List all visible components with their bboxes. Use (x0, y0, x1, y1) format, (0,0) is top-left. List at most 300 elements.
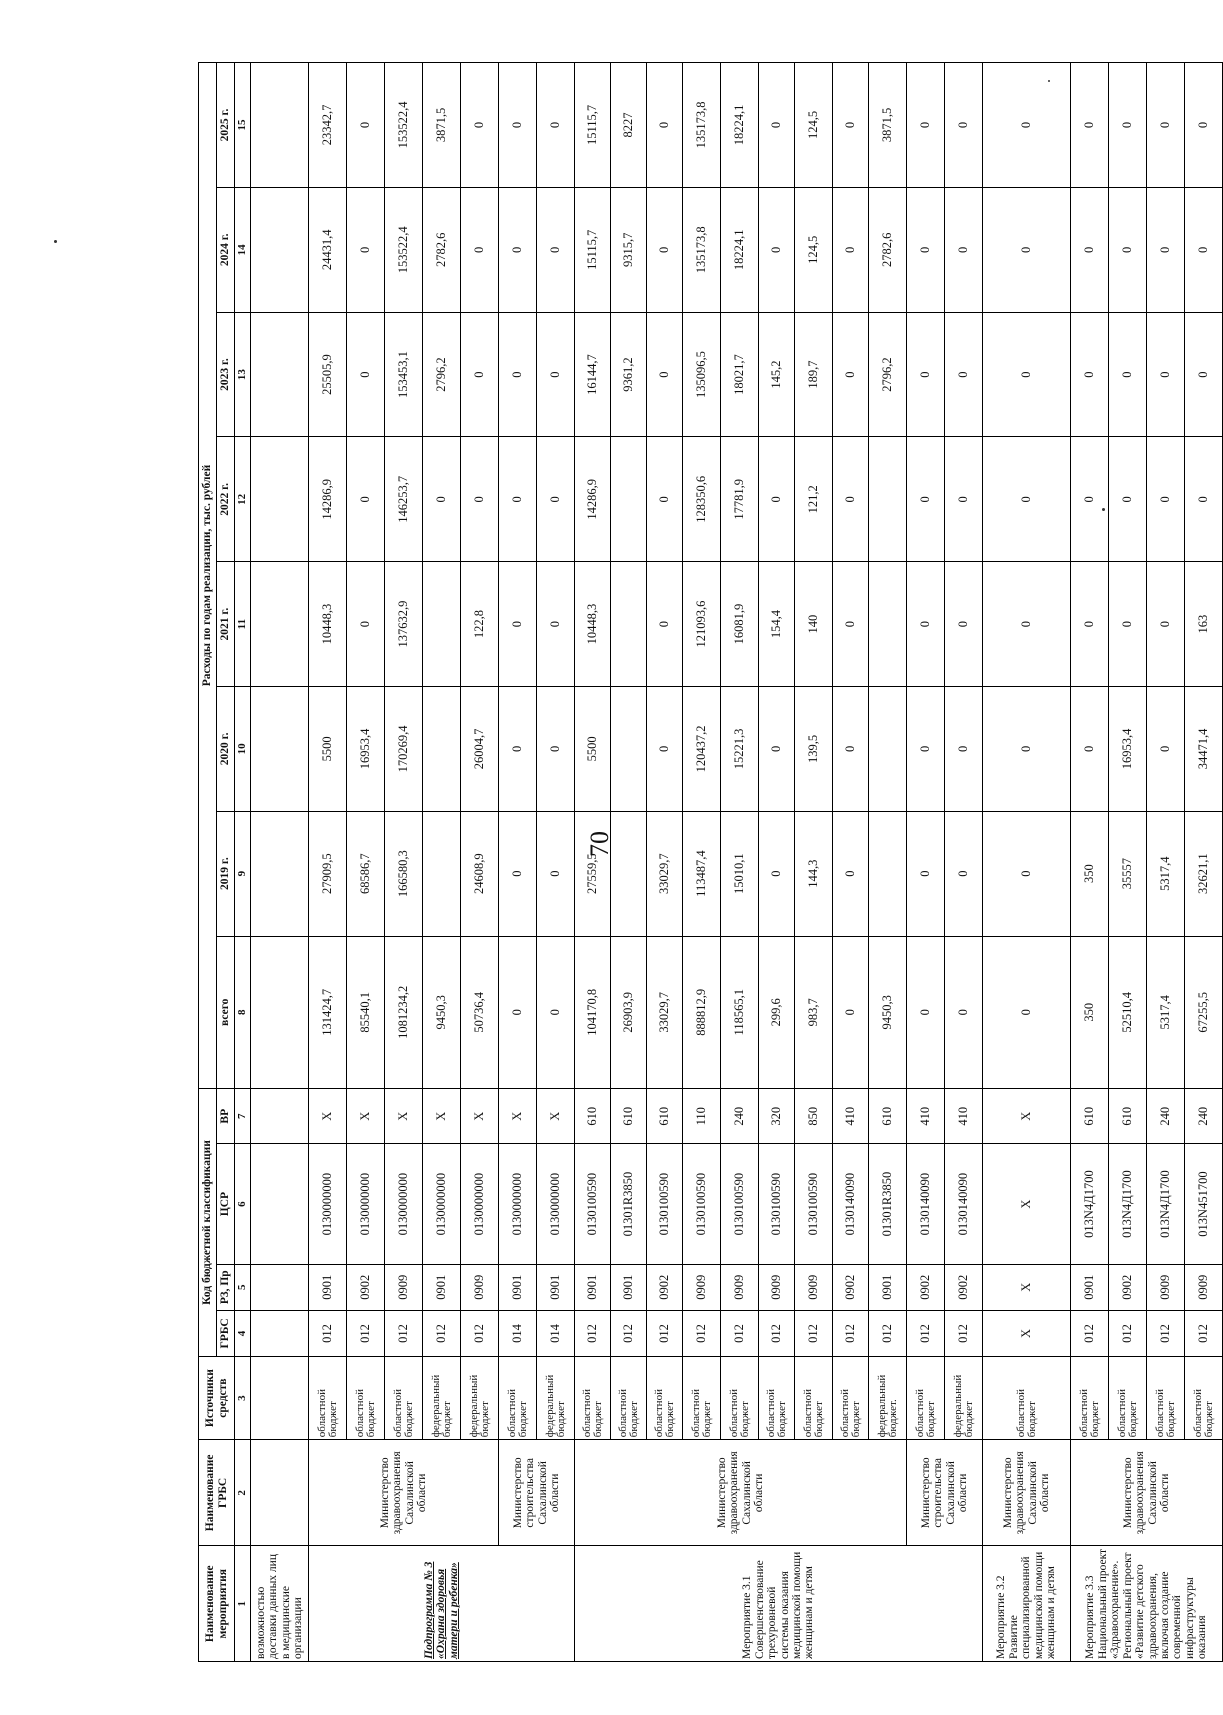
total-cell: 26903,9 (611, 936, 647, 1088)
y2023-cell: 2796,2 (869, 312, 907, 437)
y2024-cell: 0 (833, 187, 869, 312)
table-row (1071, 63, 1109, 1662)
y2023-cell: 135096,5 (683, 312, 721, 437)
y2021-cell: 0 (907, 562, 945, 687)
vr-cell: Х (461, 1089, 499, 1144)
grbs-cell: 012 (575, 1310, 611, 1356)
table-row (795, 63, 833, 1662)
grbs-cell: 012 (1071, 1310, 1109, 1356)
rpr-cell: 0909 (683, 1264, 721, 1310)
rpr-cell: 0902 (1109, 1264, 1147, 1310)
grbs-cell: Х (983, 1310, 1071, 1356)
y2020-cell (423, 686, 461, 811)
table-row (423, 63, 461, 1662)
y2022-cell: 0 (833, 437, 869, 562)
y2022-cell: 0 (945, 437, 983, 562)
total-cell: 0 (833, 936, 869, 1088)
y2021-cell: 0 (347, 562, 385, 687)
rpr-cell: Х (983, 1264, 1071, 1310)
y2021-cell: 0 (647, 562, 683, 687)
table-row (1147, 63, 1185, 1662)
csr-cell: 013N451700 (1185, 1144, 1223, 1264)
scan-speck (54, 240, 57, 243)
grbs-name-cell: Министерство здравоохранения Сахалинской области (309, 1440, 499, 1546)
vr-cell: 240 (721, 1089, 759, 1144)
col-index: 6 (235, 1144, 251, 1264)
y2022-cell: 0 (647, 437, 683, 562)
y2023-cell: 0 (1185, 312, 1223, 437)
y2021-cell: 0 (1109, 562, 1147, 687)
table-row (983, 63, 1071, 1662)
vr-cell: 610 (647, 1089, 683, 1144)
y2024-cell: 124,5 (795, 187, 833, 312)
rpr-cell: 0902 (907, 1264, 945, 1310)
grbs-cell: 012 (461, 1310, 499, 1356)
y2019-cell: 68586,7 (347, 811, 385, 936)
y2019-cell (869, 811, 907, 936)
rpr-cell: 0909 (721, 1264, 759, 1310)
table-row (683, 63, 721, 1662)
csr-cell: 013N4Д1700 (1071, 1144, 1109, 1264)
y2023-cell: 189,7 (795, 312, 833, 437)
y2019-cell: 24608,9 (461, 811, 499, 936)
total-cell: 131424,7 (309, 936, 347, 1088)
y2023-cell: 0 (907, 312, 945, 437)
y2022-cell: 0 (461, 437, 499, 562)
csr-cell: 0130100590 (647, 1144, 683, 1264)
vr-cell: 110 (683, 1089, 721, 1144)
source-cell: областной бюджет (1071, 1357, 1109, 1440)
y2024-cell: 0 (759, 187, 795, 312)
y2025-cell: 0 (647, 63, 683, 188)
source-cell: областной бюджет (499, 1357, 537, 1440)
y2024-cell: 0 (1109, 187, 1147, 312)
col-index: 5 (235, 1264, 251, 1310)
csr-cell: 0130100590 (795, 1144, 833, 1264)
source-cell: областной бюджет (1147, 1357, 1185, 1440)
rpr-cell: 0909 (795, 1264, 833, 1310)
grbs-cell: 012 (683, 1310, 721, 1356)
y2019-cell: 0 (499, 811, 537, 936)
y2019-cell: 0 (945, 811, 983, 936)
y2021-cell: 0 (1071, 562, 1109, 687)
source-cell: областной бюджет (575, 1357, 611, 1440)
vr-cell: Х (499, 1089, 537, 1144)
source-cell: областной бюджет (759, 1357, 795, 1440)
total-cell: 1081234,2 (385, 936, 423, 1088)
y2024-cell: 2782,6 (869, 187, 907, 312)
col-index: 9 (235, 811, 251, 936)
y2024-cell: 135173,8 (683, 187, 721, 312)
total-cell: 0 (499, 936, 537, 1088)
col-index: 7 (235, 1089, 251, 1144)
y2024-cell: 0 (1185, 187, 1223, 312)
y2021-cell: 0 (983, 562, 1071, 687)
page-number: 70 (585, 831, 614, 857)
total-cell: 983,7 (795, 936, 833, 1088)
total-cell: 0 (907, 936, 945, 1088)
vr-cell: 320 (759, 1089, 795, 1144)
grbs-name-cell: Министерство здравоохранения Сахалинской области (1071, 1440, 1223, 1546)
y2021-cell: 16081,9 (721, 562, 759, 687)
col-index: 15 (235, 63, 251, 188)
grbs-name-cell: Министерство здравоохранения Сахалинской области (575, 1440, 907, 1546)
table-row (869, 63, 907, 1662)
rpr-cell: 0901 (423, 1264, 461, 1310)
y2021-cell: 154,4 (759, 562, 795, 687)
grbs-cell: 012 (347, 1310, 385, 1356)
hdr-year: 2021 г. (217, 562, 235, 687)
y2021-cell: 10448,3 (309, 562, 347, 687)
y2023-cell: 0 (347, 312, 385, 437)
y2022-cell: 0 (1147, 437, 1185, 562)
total-cell: 104170,8 (575, 936, 611, 1088)
grbs-cell: 012 (795, 1310, 833, 1356)
hdr-total: всего (217, 936, 235, 1088)
y2022-cell: 0 (1185, 437, 1223, 562)
csr-cell: 013N4Д1700 (1109, 1144, 1147, 1264)
y2023-cell: 25505,9 (309, 312, 347, 437)
y2019-cell: 166580,3 (385, 811, 423, 936)
table-row (1185, 63, 1223, 1662)
hdr-year: 2025 г. (217, 63, 235, 188)
hdr-grbs: ГРБС (217, 1310, 235, 1356)
y2023-cell: 153453,1 (385, 312, 423, 437)
source-cell: областной бюджет (309, 1357, 347, 1440)
y2024-cell: 24431,4 (309, 187, 347, 312)
y2020-cell: 0 (499, 686, 537, 811)
y2025-cell: 0 (347, 63, 385, 188)
source-cell: областной бюджет (907, 1357, 945, 1440)
source-cell: областной бюджет (721, 1357, 759, 1440)
source-cell: областной бюджет (1185, 1357, 1223, 1440)
y2022-cell: 0 (759, 437, 795, 562)
rpr-cell: 0902 (945, 1264, 983, 1310)
y2020-cell: 0 (759, 686, 795, 811)
y2020-cell (611, 686, 647, 811)
y2021-cell: 0 (499, 562, 537, 687)
y2021-cell: 0 (1147, 562, 1185, 687)
y2025-cell: 15115,7 (575, 63, 611, 188)
budget-table (198, 62, 1223, 1662)
y2024-cell: 9315,7 (611, 187, 647, 312)
y2020-cell: 0 (945, 686, 983, 811)
y2022-cell: 14286,9 (309, 437, 347, 562)
grbs-cell: 012 (759, 1310, 795, 1356)
y2025-cell: 0 (1147, 63, 1185, 188)
y2022-cell: 0 (347, 437, 385, 562)
rpr-cell: 0901 (575, 1264, 611, 1310)
vr-cell: 410 (945, 1089, 983, 1144)
y2021-cell: 122,8 (461, 562, 499, 687)
rpr-cell: 0909 (1147, 1264, 1185, 1310)
y2024-cell: 0 (1147, 187, 1185, 312)
y2019-cell: 15010,1 (721, 811, 759, 936)
csr-cell: 0130100590 (721, 1144, 759, 1264)
y2019-cell: 0 (833, 811, 869, 936)
grbs-cell: 012 (945, 1310, 983, 1356)
y2020-cell: 16953,4 (1109, 686, 1147, 811)
source-cell: областной бюджет (683, 1357, 721, 1440)
y2020-cell: 0 (833, 686, 869, 811)
source-cell: областной бюджет (385, 1357, 423, 1440)
col-index: 11 (235, 562, 251, 687)
table-row (537, 63, 575, 1662)
vr-cell: Х (423, 1089, 461, 1144)
vr-cell: Х (385, 1089, 423, 1144)
y2022-cell (869, 437, 907, 562)
vr-cell: 240 (1185, 1089, 1223, 1144)
total-cell: 9450,3 (423, 936, 461, 1088)
total-cell: 5317,4 (1147, 936, 1185, 1088)
y2020-cell: 16953,4 (347, 686, 385, 811)
grbs-cell: 012 (423, 1310, 461, 1356)
vr-cell: 610 (575, 1089, 611, 1144)
y2021-cell: 121093,6 (683, 562, 721, 687)
vr-cell: 850 (795, 1089, 833, 1144)
y2019-cell: 35557 (1109, 811, 1147, 936)
y2019-cell: 0 (759, 811, 795, 936)
csr-cell: 0130000000 (499, 1144, 537, 1264)
col-index: 13 (235, 312, 251, 437)
source-cell: областной бюджет (347, 1357, 385, 1440)
budget-table-rotated (198, 62, 1215, 1662)
y2025-cell: 0 (537, 63, 575, 188)
y2025-cell: 0 (907, 63, 945, 188)
y2020-cell: 0 (647, 686, 683, 811)
grbs-cell: 012 (907, 1310, 945, 1356)
rpr-cell: 0902 (347, 1264, 385, 1310)
y2021-cell (869, 562, 907, 687)
y2025-cell: 23342,7 (309, 63, 347, 188)
col-index: 10 (235, 686, 251, 811)
source-cell: областной бюджет (795, 1357, 833, 1440)
total-cell: 350 (1071, 936, 1109, 1088)
y2020-cell (869, 686, 907, 811)
y2019-cell (611, 811, 647, 936)
source-cell: федеральный бюджет. (869, 1357, 907, 1440)
y2023-cell: 0 (537, 312, 575, 437)
grbs-cell: 012 (647, 1310, 683, 1356)
vr-cell: 610 (611, 1089, 647, 1144)
table-row (833, 63, 869, 1662)
y2023-cell: 0 (945, 312, 983, 437)
event-cell: Мероприятие 3.1 Совершенствование трехуровневой системы оказания медицинской помощи женщинам и детям (575, 1546, 983, 1662)
rpr-cell: 0902 (833, 1264, 869, 1310)
y2022-cell (611, 437, 647, 562)
table-row (385, 63, 423, 1662)
y2021-cell: 163 (1185, 562, 1223, 687)
y2024-cell: 0 (983, 187, 1071, 312)
hdr-rpr: Р3, Пр (217, 1264, 235, 1310)
y2022-cell: 0 (907, 437, 945, 562)
y2020-cell: 120437,2 (683, 686, 721, 811)
total-cell: 67255,5 (1185, 936, 1223, 1088)
rpr-cell: 0901 (499, 1264, 537, 1310)
table-row (721, 63, 759, 1662)
y2024-cell: 15115,7 (575, 187, 611, 312)
y2019-cell: 350 (1071, 811, 1109, 936)
grbs-cell: 014 (499, 1310, 537, 1356)
y2025-cell: 0 (1071, 63, 1109, 188)
csr-cell: 01301R3850 (869, 1144, 907, 1264)
y2019-cell: 0 (907, 811, 945, 936)
col-index: 8 (235, 936, 251, 1088)
table-row (1109, 63, 1147, 1662)
hdr-year: 2023 г. (217, 312, 235, 437)
total-cell: 9450,3 (869, 936, 907, 1088)
table-row (461, 63, 499, 1662)
grbs-cell: 012 (1109, 1310, 1147, 1356)
rpr-cell: 0909 (461, 1264, 499, 1310)
y2019-cell: 0 (983, 811, 1071, 936)
y2024-cell: 0 (1071, 187, 1109, 312)
grbs-cell: 012 (611, 1310, 647, 1356)
y2023-cell: 0 (461, 312, 499, 437)
subprogram-title: Подпрограмма № 3 «Охрана здоровья матери и ребенка» (422, 1561, 460, 1659)
y2025-cell: 0 (759, 63, 795, 188)
y2022-cell: 0 (1109, 437, 1147, 562)
y2025-cell: 3871,5 (869, 63, 907, 188)
source-cell: федеральный бюджет (945, 1357, 983, 1440)
y2021-cell (423, 562, 461, 687)
vr-cell: Х (983, 1089, 1071, 1144)
table-row (575, 63, 611, 1662)
y2021-cell: 10448,3 (575, 562, 611, 687)
y2025-cell: 3871,5 (423, 63, 461, 188)
y2024-cell: 0 (907, 187, 945, 312)
source-cell: областной бюджет (833, 1357, 869, 1440)
y2024-cell: 0 (461, 187, 499, 312)
rpr-cell: 0901 (1071, 1264, 1109, 1310)
y2022-cell: 0 (983, 437, 1071, 562)
y2020-cell: 26004,7 (461, 686, 499, 811)
csr-cell: 0130100590 (683, 1144, 721, 1264)
total-cell: 52510,4 (1109, 936, 1147, 1088)
col-index: 3 (235, 1357, 251, 1440)
grbs-cell: 012 (869, 1310, 907, 1356)
vr-cell: 610 (1109, 1089, 1147, 1144)
y2023-cell: 0 (647, 312, 683, 437)
csr-cell: 0130140090 (833, 1144, 869, 1264)
y2024-cell: 2782,6 (423, 187, 461, 312)
col-index: 14 (235, 187, 251, 312)
y2024-cell: 0 (945, 187, 983, 312)
y2020-cell: 139,5 (795, 686, 833, 811)
vr-cell: Х (537, 1089, 575, 1144)
y2025-cell: 0 (983, 63, 1071, 188)
y2025-cell: 0 (945, 63, 983, 188)
table-row (499, 63, 537, 1662)
csr-cell: 0130000000 (347, 1144, 385, 1264)
table-row (611, 63, 647, 1662)
y2020-cell: 0 (1147, 686, 1185, 811)
y2022-cell: 0 (499, 437, 537, 562)
source-cell: федеральный бюджет (537, 1357, 575, 1440)
y2020-cell: 34471,4 (1185, 686, 1223, 811)
source-cell: федеральный бюджет (423, 1357, 461, 1440)
grbs-cell: 012 (1185, 1310, 1223, 1356)
hdr-event-name: Наименование мероприятия (199, 1546, 235, 1662)
y2022-cell: 128350,6 (683, 437, 721, 562)
total-cell: 50736,4 (461, 936, 499, 1088)
grbs-cell: 012 (833, 1310, 869, 1356)
rpr-cell: 0902 (647, 1264, 683, 1310)
y2020-cell: 0 (983, 686, 1071, 811)
csr-cell: Х (983, 1144, 1071, 1264)
csr-cell: 0130000000 (461, 1144, 499, 1264)
hdr-sources: Источники средств (199, 1357, 235, 1440)
y2025-cell: 0 (1109, 63, 1147, 188)
csr-cell: 013N4Д1700 (1147, 1144, 1185, 1264)
y2021-cell: 0 (945, 562, 983, 687)
y2023-cell: 145,2 (759, 312, 795, 437)
y2025-cell: 0 (833, 63, 869, 188)
total-cell: 299,6 (759, 936, 795, 1088)
total-cell: 85540,1 (347, 936, 385, 1088)
source-cell: федеральный бюджет (461, 1357, 499, 1440)
y2019-cell: 27909,5 (309, 811, 347, 936)
y2023-cell: 0 (1147, 312, 1185, 437)
y2022-cell: 0 (423, 437, 461, 562)
y2024-cell: 0 (647, 187, 683, 312)
y2023-cell: 0 (983, 312, 1071, 437)
y2025-cell: 18224,1 (721, 63, 759, 188)
y2025-cell: 0 (499, 63, 537, 188)
vr-cell: 240 (1147, 1089, 1185, 1144)
y2025-cell: 124,5 (795, 63, 833, 188)
table-row (945, 63, 983, 1662)
y2023-cell: 0 (1109, 312, 1147, 437)
y2020-cell: 5500 (575, 686, 611, 811)
y2023-cell: 2796,2 (423, 312, 461, 437)
y2019-cell: 33029,7 (647, 811, 683, 936)
col-index: 4 (235, 1310, 251, 1356)
csr-cell: 0130100590 (759, 1144, 795, 1264)
grbs-name-cell: Министерство строительства Сахалинской области (907, 1440, 983, 1546)
y2023-cell: 18021,7 (721, 312, 759, 437)
y2023-cell: 0 (499, 312, 537, 437)
table-row (759, 63, 795, 1662)
y2021-cell: 0 (833, 562, 869, 687)
y2021-cell: 137632,9 (385, 562, 423, 687)
total-cell: 888812,9 (683, 936, 721, 1088)
y2020-cell: 170269,4 (385, 686, 423, 811)
hdr-year: 2022 г. (217, 437, 235, 562)
hdr-vr: ВР (217, 1089, 235, 1144)
y2024-cell: 18224,1 (721, 187, 759, 312)
grbs-name-cell: Министерство здравоохранения Сахалинской области (983, 1440, 1071, 1546)
y2022-cell: 146253,7 (385, 437, 423, 562)
rpr-cell: 0909 (1185, 1264, 1223, 1310)
y2024-cell: 0 (537, 187, 575, 312)
vr-cell: 610 (1071, 1089, 1109, 1144)
y2023-cell: 0 (833, 312, 869, 437)
total-cell: 0 (537, 936, 575, 1088)
y2025-cell: 0 (1185, 63, 1223, 188)
total-cell: 0 (983, 936, 1071, 1088)
y2025-cell: 153522,4 (385, 63, 423, 188)
hdr-year: 2024 г. (217, 187, 235, 312)
rpr-cell: 0901 (869, 1264, 907, 1310)
y2020-cell: 0 (1071, 686, 1109, 811)
event-cell (309, 1546, 575, 1662)
y2021-cell (611, 562, 647, 687)
total-cell: 33029,7 (647, 936, 683, 1088)
event-cell: возможностью доставки данных лиц в медицинские организации (251, 1546, 309, 1662)
source-cell: областной бюджет (983, 1357, 1071, 1440)
csr-cell: 0130000000 (423, 1144, 461, 1264)
